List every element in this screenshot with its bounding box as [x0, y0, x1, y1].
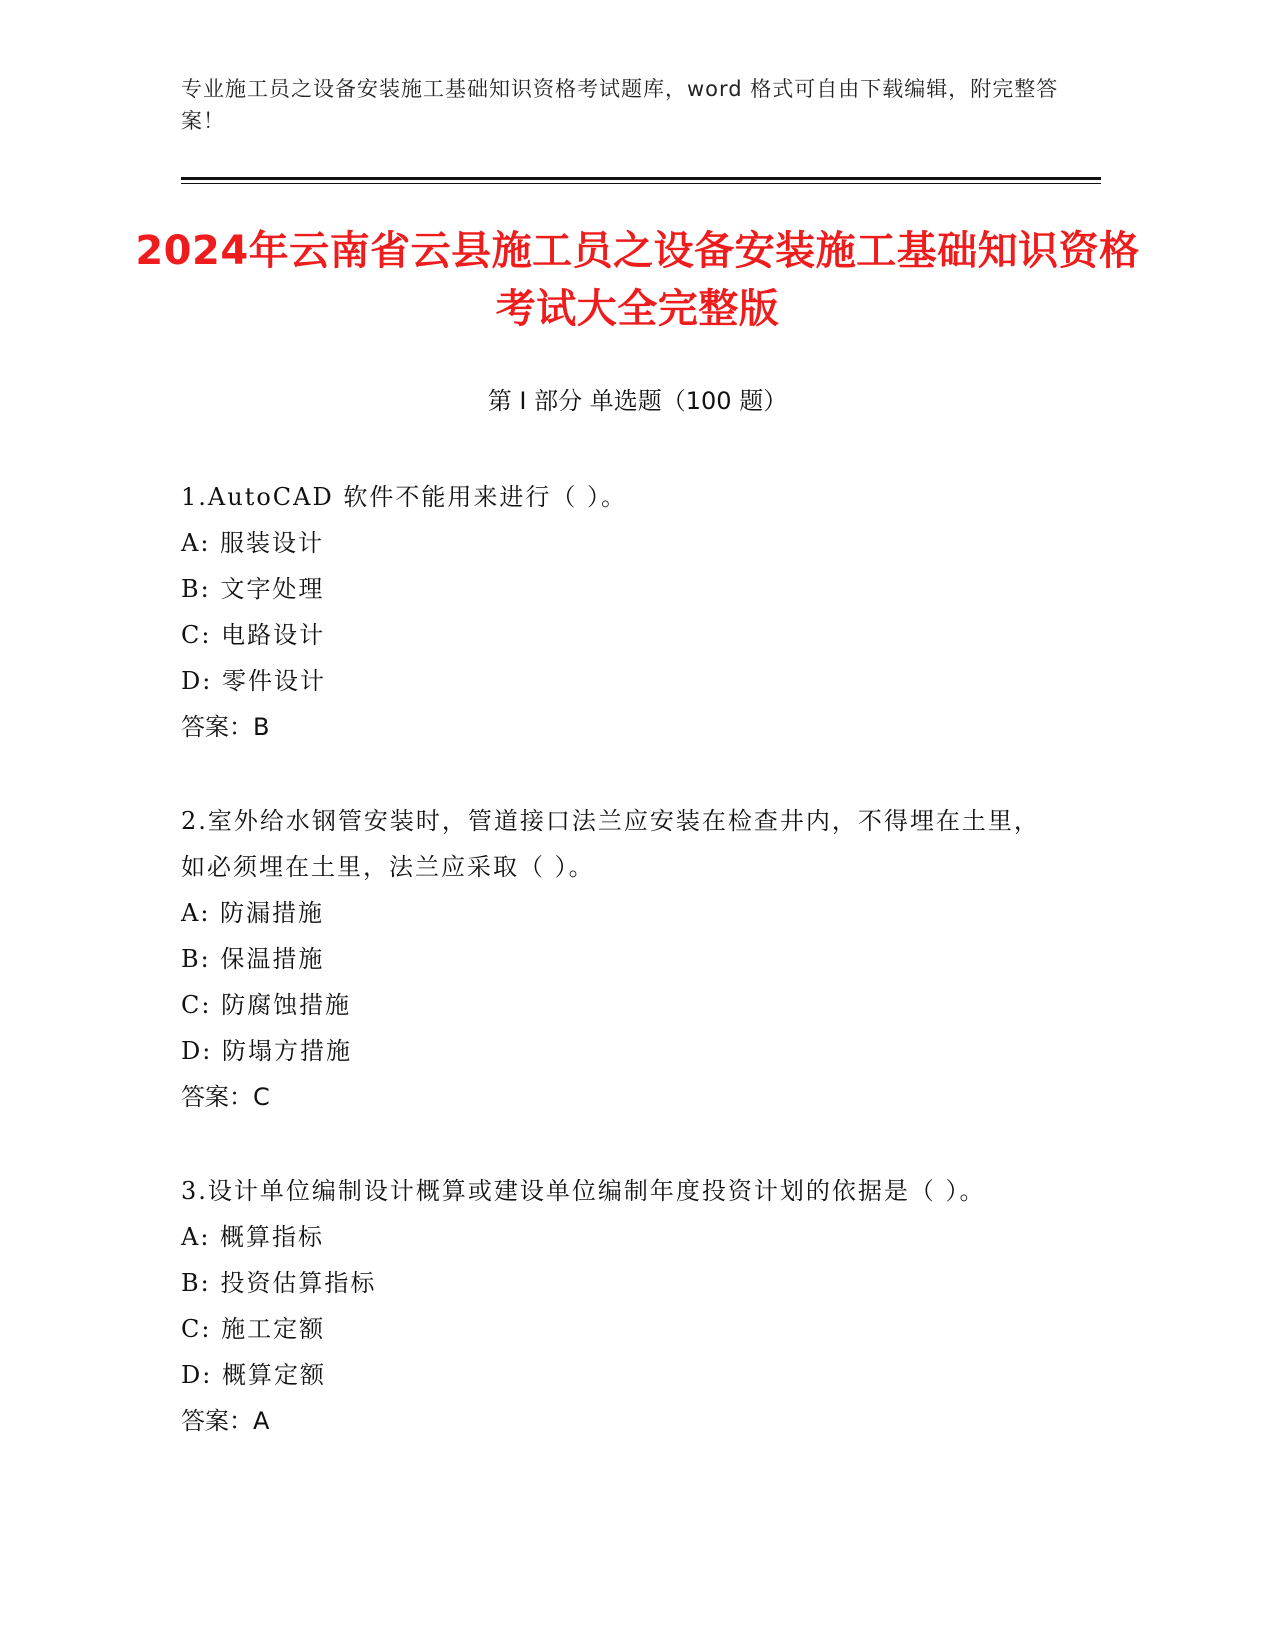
- header-divider-thin: [181, 183, 1101, 184]
- option-b: B: 文字处理: [181, 575, 325, 603]
- answer-line: 答案：A: [181, 1407, 270, 1435]
- option-b: B: 保温措施: [181, 945, 325, 973]
- option-c: C: 电路设计: [181, 621, 326, 649]
- option-a: A: 服装设计: [181, 529, 325, 557]
- section-heading: 第 I 部分 单选题（100 题）: [487, 387, 788, 415]
- option-b: B: 投资估算指标: [181, 1269, 377, 1297]
- question-3: [181, 1168, 1061, 1444]
- option-a: A: 概算指标: [181, 1223, 325, 1251]
- header-divider-thick: [181, 177, 1101, 180]
- question-1: [181, 474, 1061, 750]
- option-a: A: 防漏措施: [181, 899, 325, 927]
- answer-line: 答案：C: [181, 1083, 270, 1111]
- option-d: D: 防塌方措施: [181, 1037, 352, 1065]
- question-list: [181, 474, 1061, 1492]
- option-d: D: 零件设计: [181, 667, 326, 695]
- header-note: 专业施工员之设备安装施工基础知识资格考试题库，word 格式可自由下载编辑，附完整答案！: [181, 77, 1059, 133]
- question-2: [181, 798, 1061, 1120]
- question-stem: 2.室外给水钢管安装时，管道接口法兰应安装在检查井内，不得埋在土里，如必须埋在土里，法兰应采取（ ）。: [181, 807, 1040, 881]
- answer-line: 答案：B: [181, 713, 270, 741]
- option-c: C: 防腐蚀措施: [181, 991, 352, 1019]
- option-c: C: 施工定额: [181, 1315, 326, 1343]
- document-title: 2024年云南省云县施工员之设备安装施工基础知识资格考试大全完整版: [135, 228, 1140, 332]
- question-stem: 3.设计单位编制设计概算或建设单位编制年度投资计划的依据是（ ）。: [181, 1177, 986, 1205]
- question-stem: 1.AutoCAD 软件不能用来进行（ ）。: [181, 483, 627, 511]
- option-d: D: 概算定额: [181, 1361, 326, 1389]
